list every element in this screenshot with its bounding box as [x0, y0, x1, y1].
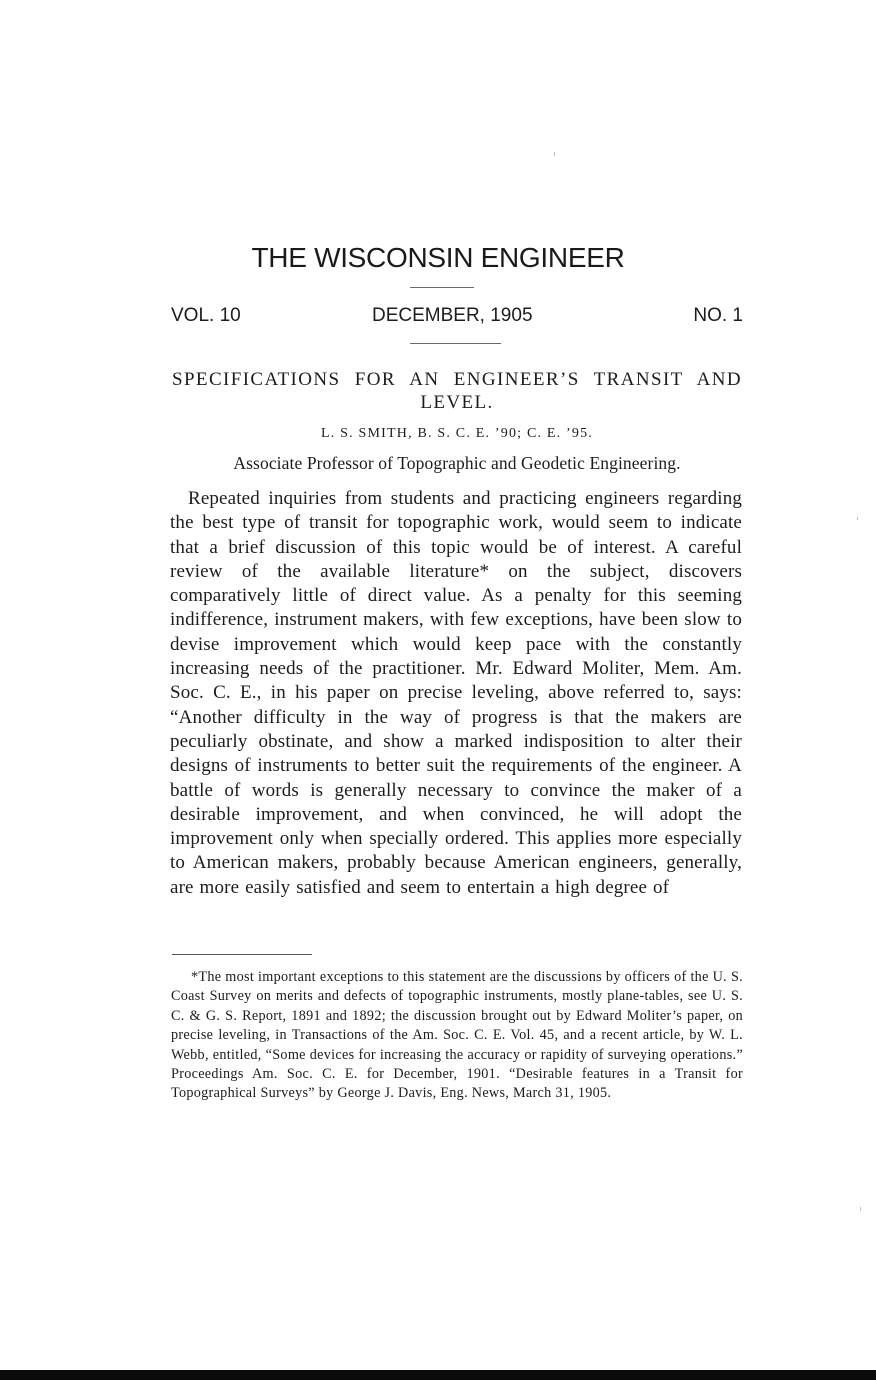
scan-speck [857, 517, 858, 520]
footnote: *The most important exceptions to this statement are the discussions by officers of the U. S. Coast Survey on merits and defects of topographic instruments, mostly plane-tables, see U. S. C. & G. S. Report, 1891 and 1892; the discussion brought out by Edward Moliter’s paper, on precise leveling, in Transactions of the Am. Soc. C. E. Vol. 45, and a recent article, by W. L. Webb, entitled, “Some devices for increasing the accuracy or rapidity of surveying operations.” Proceedings Am. Soc. C. E. for December, 1901. “Desirable features in a Transit for Topographical Surveys” by George J. Davis, Eng. News, March 31, 1905. [171, 969, 743, 1102]
issue-date: DECEMBER, 1905 [372, 305, 533, 326]
volume-label: VOL. 10 [171, 305, 241, 326]
author-affiliation: Associate Professor of Topographic and Geodetic Engineering. [233, 453, 681, 473]
author-line: L. S. SMITH, B. S. C. E. ’90; C. E. ’95. [320, 426, 593, 441]
body-paragraph: Repeated inquiries from students and practicing engineers regarding the best type of transit for topographic work, would seem to indicate that a brief discussion of this topic would be of interest. A careful review of the available literature* on the subject, discovers comparatively little of direct value. As a penalty for this seeming indifference, instrument makers, with few exceptions, have been slow to devise improvement which would keep pace with the constantly increasing needs of the practitioner. Mr. Edward Moliter, Mem. Am. Soc. C. E., in his paper on precise leveling, above referred to, says: “Another difficulty in the way of progress is that the makers are peculiarly obstinate, and show a marked indisposition to alter their designs of instruments to better suit the requirements of the engineer. A battle of words is generally necessary to convince the maker of a desirable improvement, and when convinced, he will adopt the improvement only when specially ordered. This applies more especially to American makers, probably because American engineers, generally, are more easily satisfied and seem to entertain a high degree of [170, 488, 742, 898]
scan-speck [860, 1207, 861, 1211]
issue-number: NO. 1 [693, 305, 743, 326]
journal-title: THE WISCONSIN ENGINEER [251, 242, 625, 273]
footnote-divider [172, 954, 312, 955]
issue-line [171, 305, 743, 333]
title-divider [410, 287, 474, 288]
scan-edge-bar [0, 1370, 876, 1380]
article-title: SPECIFICATIONS FOR AN ENGINEER’S TRANSIT AND LEVEL. [172, 369, 742, 413]
scan-speck [554, 152, 555, 156]
issue-divider [410, 343, 501, 344]
